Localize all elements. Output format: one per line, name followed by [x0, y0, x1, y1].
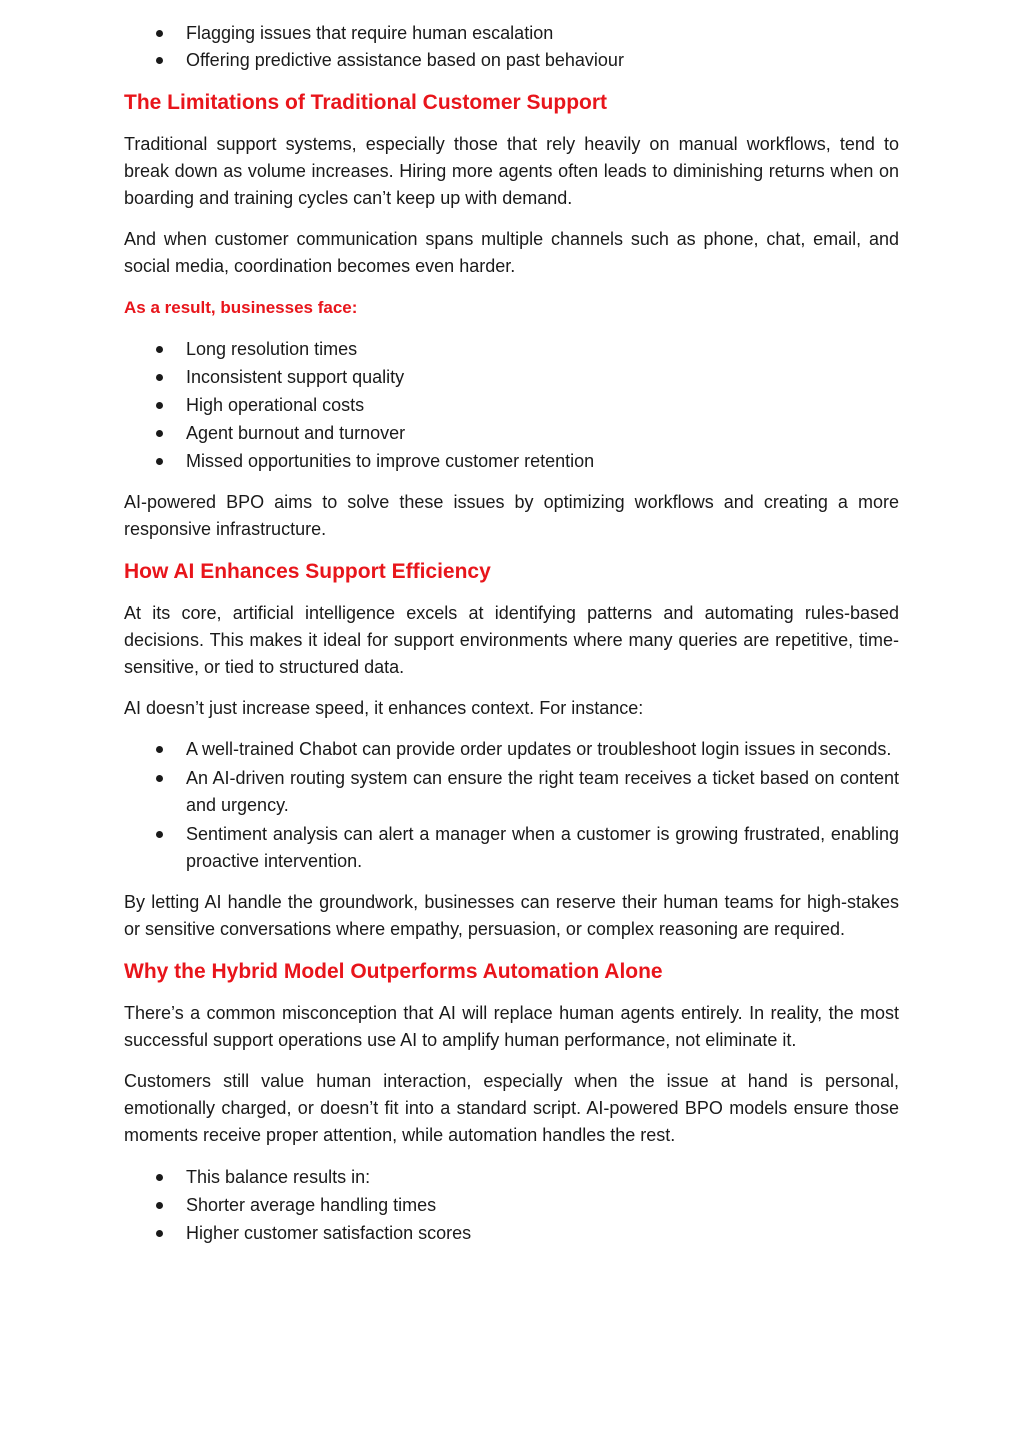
list-item: An AI-driven routing system can ensure the right team receives a ticket based on content and urgency.: [124, 765, 899, 819]
list-item: Missed opportunities to improve customer retention: [124, 448, 899, 475]
section-heading-efficiency: How AI Enhances Support Efficiency: [124, 560, 491, 583]
results-bullet-list: [124, 1164, 899, 1247]
list-item: Sentiment analysis can alert a manager when a customer is growing frustrated, enabling proactive intervention.: [124, 821, 899, 875]
document-page: [124, 20, 899, 1247]
paragraph: Traditional support systems, especially those that rely heavily on manual workflows, tend to break down as volume increases. Hiring more agents often leads to diminishing returns when on boarding and training cycles can’t keep up with demand.: [124, 134, 899, 208]
examples-bullet-list: [124, 736, 899, 875]
paragraph: Customers still value human interaction, especially when the issue at hand is personal, emotionally charged, or doesn’t fit into a standard script. AI-powered BPO models ensure those moments receive proper attention, while automation handles the rest.: [124, 1071, 899, 1145]
list-item: Higher customer satisfaction scores: [124, 1220, 899, 1247]
issues-bullet-list: [124, 336, 899, 475]
paragraph: And when customer communication spans multiple channels such as phone, chat, email, and social media, coordination becomes even harder.: [124, 229, 899, 276]
paragraph: AI-powered BPO aims to solve these issues by optimizing workflows and creating a more responsive infrastructure.: [124, 492, 899, 539]
subheading-result: As a result, businesses face:: [124, 298, 358, 317]
list-item: Long resolution times: [124, 336, 899, 363]
list-item: Agent burnout and turnover: [124, 420, 899, 447]
top-bullet-list: [124, 20, 899, 74]
paragraph: AI doesn’t just increase speed, it enhances context. For instance:: [124, 698, 644, 718]
list-item: Inconsistent support quality: [124, 364, 899, 391]
list-item: Flagging issues that require human escalation: [124, 20, 899, 47]
list-item: Offering predictive assistance based on past behaviour: [124, 47, 899, 74]
list-item: A well-trained Chabot can provide order updates or troubleshoot login issues in seconds.: [124, 736, 899, 763]
paragraph: At its core, artificial intelligence excels at identifying patterns and automating rules-based decisions. This makes it ideal for support environments where many queries are repetitive, time-sensitive, or tied to structured data.: [124, 603, 899, 677]
section-heading-limitations: The Limitations of Traditional Customer Support: [124, 91, 608, 114]
list-item: High operational costs: [124, 392, 899, 419]
list-item: This balance results in:: [124, 1164, 899, 1191]
section-heading-hybrid: Why the Hybrid Model Outperforms Automation Alone: [124, 960, 663, 983]
list-item: Shorter average handling times: [124, 1192, 899, 1219]
paragraph: By letting AI handle the groundwork, businesses can reserve their human teams for high-stakes or sensitive conversations where empathy, persuasion, or complex reasoning are required.: [124, 892, 899, 939]
paragraph: There’s a common misconception that AI will replace human agents entirely. In reality, the most successful support operations use AI to amplify human performance, not eliminate it.: [124, 1003, 899, 1050]
